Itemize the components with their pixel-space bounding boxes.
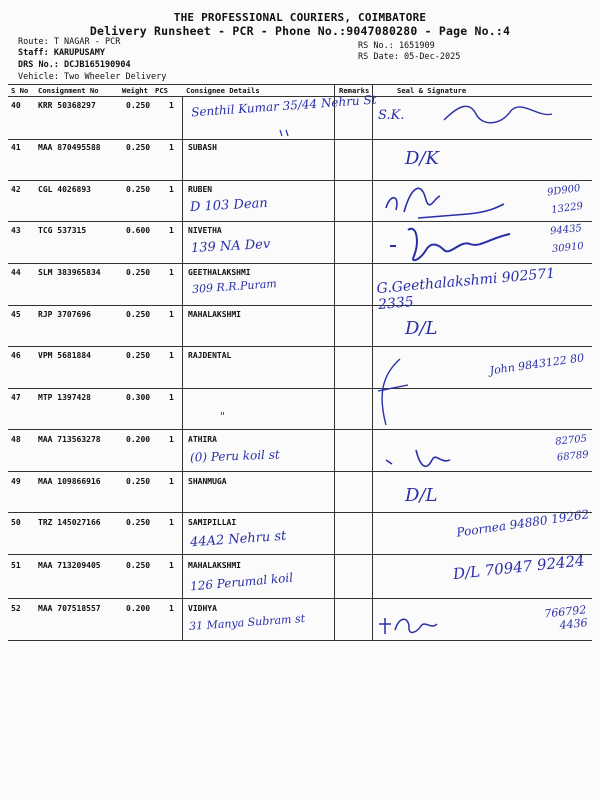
drs-label: DRS No.: DCJB165190904: [18, 60, 131, 70]
row-divider: [8, 429, 592, 430]
table-top-border: [8, 84, 592, 85]
handwritten-delivery-mark: D/L: [405, 318, 438, 339]
rs-date: RS Date: 05-Dec-2025: [358, 52, 461, 62]
row-consignment: MAA 109866916: [38, 477, 101, 486]
row-sno: 52: [11, 604, 21, 613]
row-sno: 51: [11, 561, 21, 570]
col-header-signature: Seal & Signature: [397, 86, 467, 95]
signature-scribble: [380, 220, 520, 266]
row-consignee: SUBASH: [188, 143, 217, 152]
row-sno: 45: [11, 310, 21, 319]
row-pcs: 1: [169, 310, 174, 319]
row-divider: [8, 471, 592, 472]
row-consignment: MAA 713563278: [38, 435, 101, 444]
row-consignment: CGL 4026893: [38, 185, 91, 194]
signature-scribble: [372, 355, 412, 435]
col-header-consignment: Consignment No: [38, 86, 99, 95]
handwritten-signature: Poornea 94880 19262: [455, 507, 591, 540]
row-divider: [8, 346, 592, 347]
row-consignee: RUBEN: [188, 185, 213, 194]
column-divider: [182, 96, 183, 640]
row-pcs: 1: [169, 518, 174, 527]
row-weight: 0.250: [126, 310, 151, 319]
rs-number: RS No.: 1651909: [358, 41, 435, 51]
row-weight: 0.250: [126, 351, 151, 360]
row-pcs: 1: [169, 143, 174, 152]
row-sno: 44: [11, 268, 21, 277]
row-pcs: 1: [169, 435, 174, 444]
row-consignee: ATHIRA: [188, 435, 217, 444]
signature-scribble: [440, 98, 560, 128]
row-consignment: TCG 537315: [38, 226, 87, 235]
row-sno: 46: [11, 351, 21, 360]
row-consignee: SAMIPILLAI: [188, 518, 237, 527]
row-sno: 48: [11, 435, 21, 444]
row-consignment: SLM 383965834: [38, 268, 101, 277]
row-consignee: RAJDENTAL: [188, 351, 232, 360]
row-consignee: MAHALAKSHMI: [188, 310, 241, 319]
company-title: THE PROFESSIONAL COURIERS, COIMBATORE: [173, 11, 427, 24]
row-weight: 0.250: [126, 477, 151, 486]
row-pcs: 1: [169, 604, 174, 613]
handwritten-address: D 103 Dean: [189, 195, 269, 216]
handwritten-signature: G.Geethalakshmi 902571 2335: [376, 265, 556, 314]
col-header-pcs: PCS: [155, 86, 168, 95]
handwritten-signature: S.K.: [378, 108, 405, 123]
signature-scribble: [380, 446, 460, 476]
col-header-consignee: Consignee Details: [186, 86, 260, 95]
handwritten-delivery-mark: D/K: [405, 148, 439, 169]
row-sno: 42: [11, 185, 21, 194]
table-bottom-border: [8, 640, 592, 641]
row-consignment: TRZ 145027166: [38, 518, 101, 527]
col-header-weight: Weight: [122, 86, 148, 95]
signature-scribble: [378, 178, 508, 226]
row-weight: 0.250: [126, 268, 151, 277]
row-divider: [8, 598, 592, 599]
col-header-remarks: Remarks: [339, 86, 370, 95]
row-consignee: NIVETHA: [188, 226, 222, 235]
handwritten-delivery-mark: D/L: [405, 485, 438, 506]
ditto-mark: [220, 128, 300, 138]
col-header-sno: S No: [11, 86, 29, 95]
row-sno: 49: [11, 477, 21, 486]
row-weight: 0.600: [126, 226, 151, 235]
row-weight: 0.250: [126, 518, 151, 527]
row-weight: 0.250: [126, 185, 151, 194]
signature-scribble: [375, 610, 445, 638]
row-consignment: KRR 50368297: [38, 101, 96, 110]
row-divider: [8, 554, 592, 555]
row-sno: 41: [11, 143, 21, 152]
row-pcs: 1: [169, 185, 174, 194]
row-weight: 0.200: [126, 435, 151, 444]
row-pcs: 1: [169, 101, 174, 110]
handwritten-phone: 82705 68789: [554, 433, 590, 464]
row-consignee: GEETHALAKSHMI: [188, 268, 251, 277]
row-divider: [8, 139, 592, 140]
row-sno: 50: [11, 518, 21, 527]
row-weight: 0.250: [126, 561, 151, 570]
row-weight: 0.300: [126, 393, 151, 402]
row-consignment: MAA 713209405: [38, 561, 101, 570]
row-consignment: VPM 5681884: [38, 351, 91, 360]
row-pcs: 1: [169, 351, 174, 360]
row-divider: [8, 512, 592, 513]
handwritten-address: 31 Manya Subram st: [188, 611, 306, 634]
vehicle-label: Vehicle: Two Wheeler Delivery: [18, 72, 167, 82]
handwritten-phone: 766792 4436: [543, 603, 589, 632]
row-sno: 40: [11, 101, 21, 110]
row-sno: 43: [11, 226, 21, 235]
row-consignment: MTP 1397428: [38, 393, 91, 402]
row-pcs: 1: [169, 226, 174, 235]
column-divider: [334, 84, 335, 640]
handwritten-phone: 9D900 13229: [546, 182, 584, 217]
row-consignee: VIDHYA: [188, 604, 217, 613]
handwritten-ditto-mark: ": [220, 410, 226, 423]
row-weight: 0.250: [126, 143, 151, 152]
staff-label: Staff: KARUPUSAMY: [18, 48, 105, 58]
row-consignee: SHANMUGA: [188, 477, 227, 486]
handwritten-phone: 94435 30910: [549, 222, 585, 256]
route-label: Route: T NAGAR - PCR: [18, 37, 121, 47]
row-consignment: MAA 707518557: [38, 604, 101, 613]
row-consignment: RJP 3707696: [38, 310, 91, 319]
handwritten-signature: John 9843122 80: [488, 351, 585, 378]
row-pcs: 1: [169, 268, 174, 277]
row-sno: 47: [11, 393, 21, 402]
handwritten-address: 126 Perumal koil: [189, 570, 294, 594]
handwritten-address: 44A2 Nehru st: [189, 528, 287, 551]
row-pcs: 1: [169, 393, 174, 402]
row-pcs: 1: [169, 561, 174, 570]
row-weight: 0.200: [126, 604, 151, 613]
row-divider: [8, 388, 592, 389]
runsheet-subtitle: Delivery Runsheet - PCR - Phone No.:9047080280 - Page No.:4: [89, 24, 511, 38]
handwritten-address: (0) Peru koil st: [189, 447, 280, 465]
row-weight: 0.250: [126, 101, 151, 110]
row-consignee: MAHALAKSHMI: [188, 561, 241, 570]
handwritten-signature: D/L 70947 92424: [452, 551, 586, 584]
handwritten-address: 309 R.R.Puram: [191, 277, 278, 296]
row-divider: [8, 305, 592, 306]
handwritten-address: 139 NA Dev: [190, 236, 271, 257]
handwritten-address: Senthil Kumar 35/44 Nehru St: [190, 92, 377, 120]
row-pcs: 1: [169, 477, 174, 486]
row-consignment: MAA 870495588: [38, 143, 101, 152]
